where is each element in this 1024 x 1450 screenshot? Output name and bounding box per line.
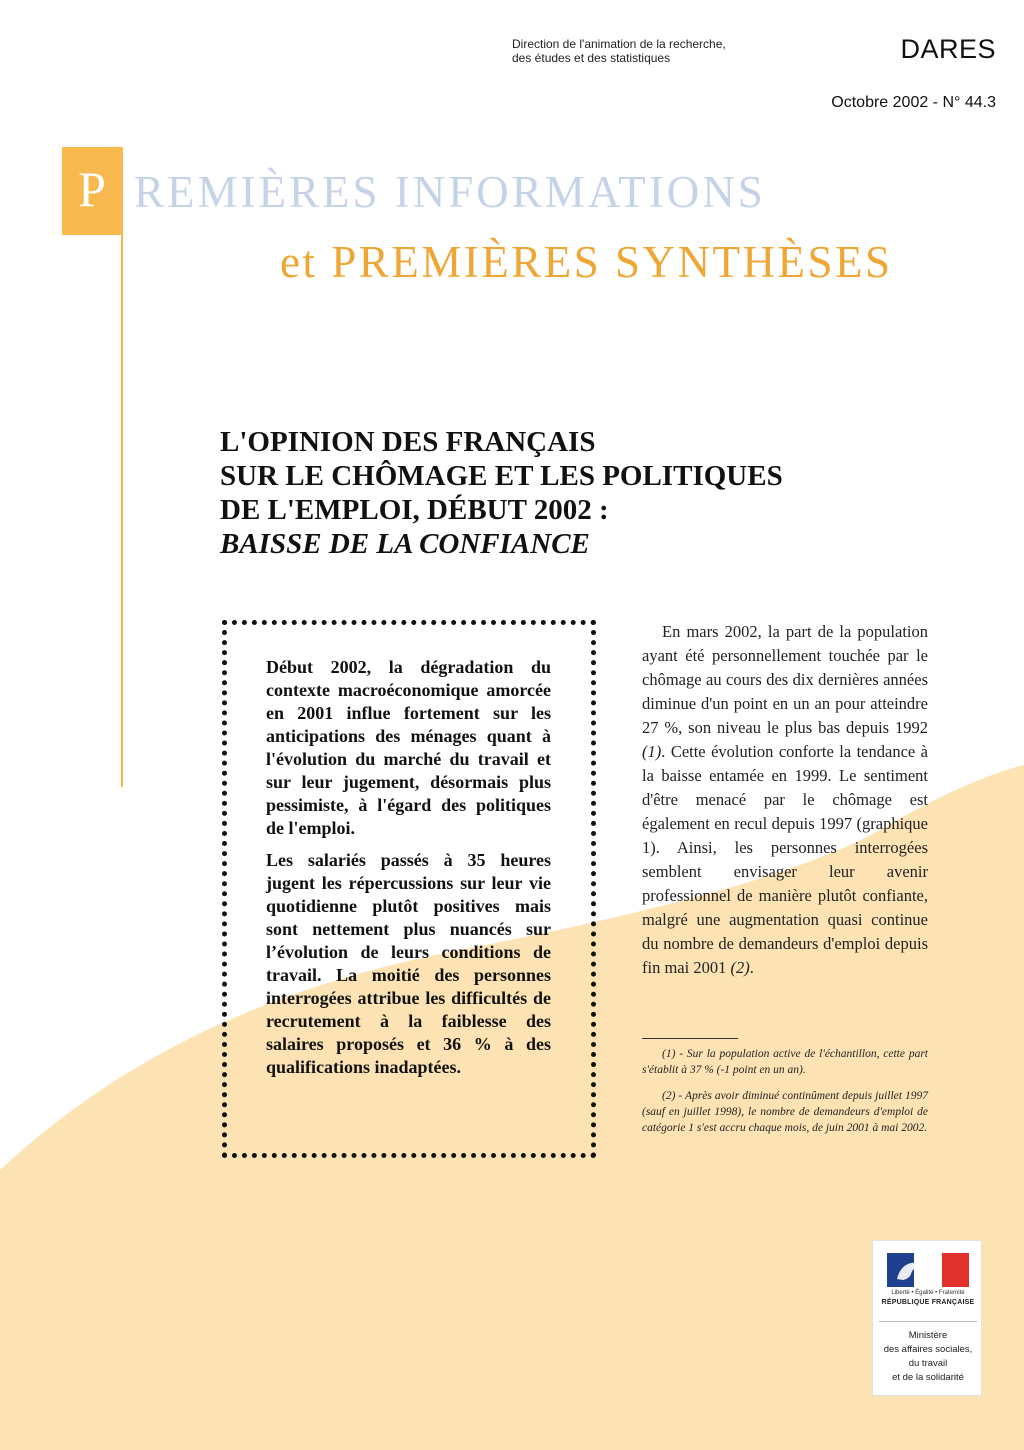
issue-date: Octobre 2002 - N° 44.3 <box>831 94 996 111</box>
summary-paragraph-2: Les salariés passés à 35 heures jugent les répercussions sur leur vie quotidienne plutôt positives mais sont nettement plus nuancés sur l’évolution de leurs conditions de travail. La moitié des personnes interrogées attribue les difficultés de recrutement à la faiblesse des salaires proposés et 36 % à des qualifications inadaptées. <box>266 850 551 1077</box>
body-text-part-3: . <box>749 958 754 977</box>
ministry-name <box>875 1329 981 1385</box>
logo-divider <box>879 1321 977 1322</box>
title-line-2: SUR LE CHÔMAGE ET LES POLITIQUES <box>220 460 783 492</box>
ministry-line-2: des affaires sociales, <box>883 1344 973 1355</box>
ministry-line-4: et de la solidarité <box>892 1372 964 1383</box>
ministry-logo <box>872 1240 982 1396</box>
republic-name: RÉPUBLIQUE FRANÇAISE <box>881 1299 975 1306</box>
body-text-part-1: En mars 2002, la part de la population ayant été personnellement touchée par le chômage au cours des dix dernières années diminue d'un point en un an pour atteindre 27 %, son niveau le plus bas depuis 1992 <box>642 622 928 737</box>
direction-line-1: Direction de l'animation de la recherche, <box>512 37 726 51</box>
title-subtitle: BAISSE DE LA CONFIANCE <box>220 528 590 560</box>
footnotes <box>642 1046 928 1146</box>
direction-label <box>512 37 792 65</box>
footnote-1: (1) - Sur la population active de l'échantillon, cette part s'établit à 37 % (-1 point en un an). <box>642 1048 928 1076</box>
ministry-line-3: du travail <box>908 1358 948 1369</box>
body-paragraph <box>642 620 928 980</box>
article-title <box>220 425 940 561</box>
summary-paragraph-1: Début 2002, la dégradation du contexte macroéconomique amorcée en 2001 influe fortement sur les anticipations des ménages quant à l'évolution du marché du travail et sur leur jugement, désormais plus pessimiste, à l'égard des politiques de l'emploi. <box>266 657 551 838</box>
footnote-ref-2: (2) <box>730 958 750 977</box>
masthead-line-1: REMIÈRES INFORMATIONS <box>134 167 766 217</box>
title-line-3: DE L'EMPLOI, DÉBUT 2002 : <box>220 494 609 526</box>
republic-motto: Liberté • Égalité • Fraternité <box>891 1290 965 1296</box>
masthead-line-2: et PREMIÈRES SYNTHÈSES <box>280 237 893 287</box>
body-text-part-2: . Cette évolution conforte la tendance à la baisse entamée en 1999. Le sentiment d'être menacé par le chômage est également en recul depuis 1997 (graphique 1). Ainsi, les personnes interrogées semblent envisager leur avenir professionnel de manière plutôt confiante, malgré une augmentation quasi continue du nombre de demandeurs d'emploi depuis fin mai 2001 <box>642 742 928 977</box>
masthead-initial-box <box>62 147 122 235</box>
footnote-ref-1: (1) <box>642 742 662 761</box>
footnote-rule <box>642 1038 738 1039</box>
ministry-line-1: Ministère <box>908 1330 948 1341</box>
marianne-icon <box>893 1259 923 1281</box>
body-text <box>642 620 928 980</box>
summary-box <box>266 656 551 1088</box>
footnote-2: (2) - Après avoir diminué continûment depuis juillet 1997 (sauf en juillet 1998), le nombre de demandeurs d'emploi de catégorie 1 s'est accru chaque mois, de juin 2001 à mai 2002. <box>642 1090 928 1134</box>
title-line-1: L'OPINION DES FRANÇAIS <box>220 426 596 458</box>
direction-line-2: des études et des statistiques <box>512 51 671 65</box>
masthead-vertical-rule <box>121 147 123 787</box>
masthead-initial: P <box>78 161 106 217</box>
brand-dares: DARES <box>900 34 996 64</box>
